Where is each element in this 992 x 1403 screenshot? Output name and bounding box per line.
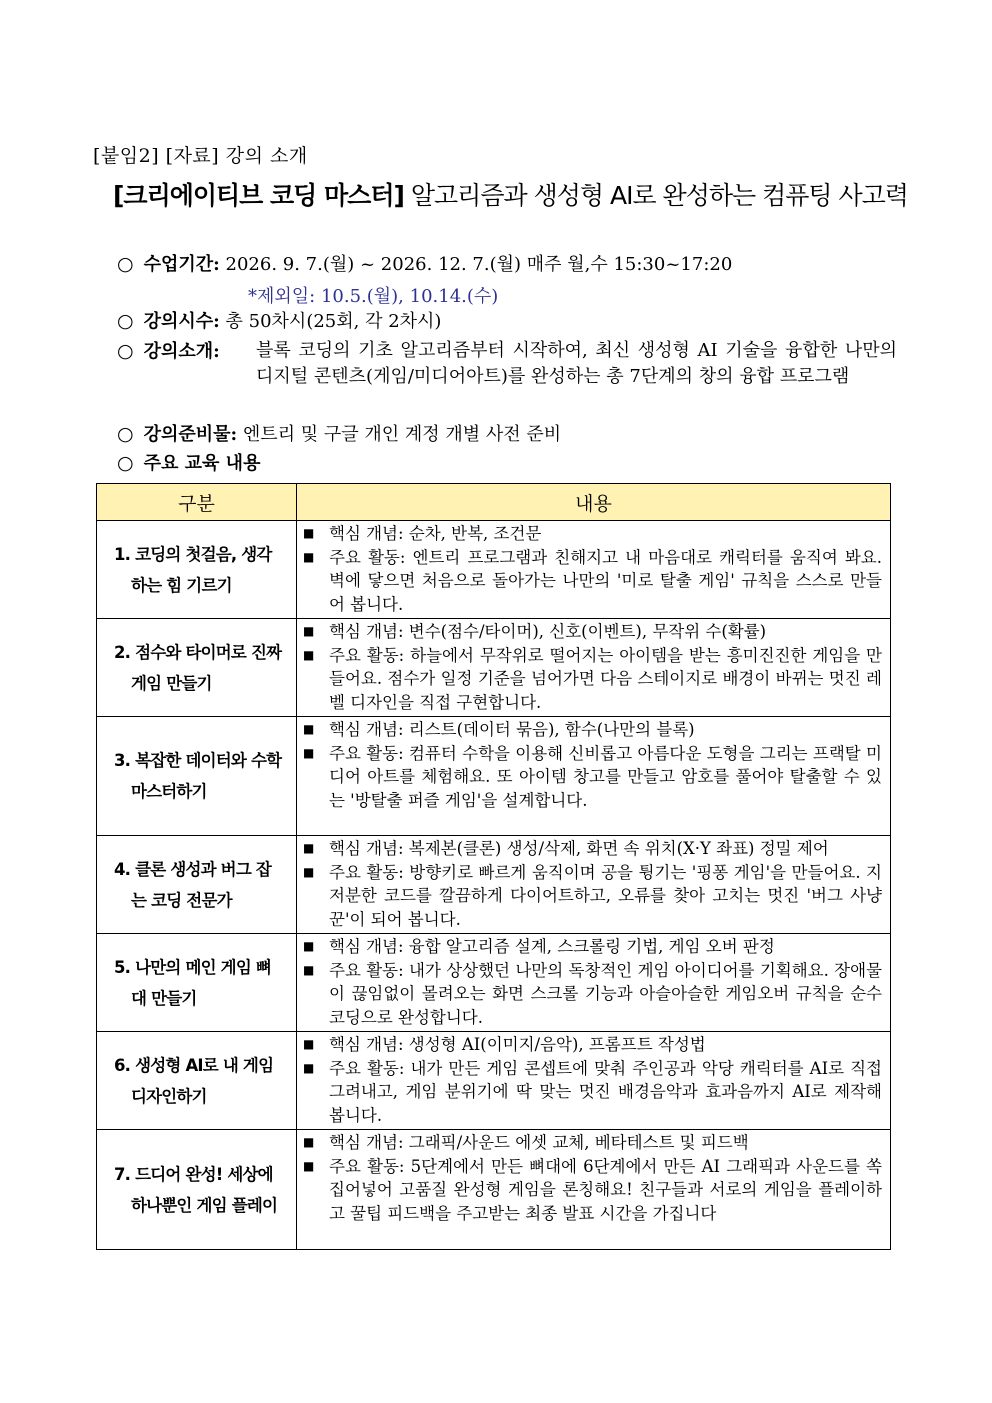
content-label: 주요 교육 내용 bbox=[143, 453, 261, 474]
period-value: 2026. 9. 7.(월) ~ 2026. 12. 7.(월) 매주 월,수 15:30~17:20 bbox=[225, 254, 733, 275]
content-item bbox=[303, 1131, 882, 1155]
content-item-text: 핵심 개념: 복제본(클론) 생성/삭제, 화면 속 위치(X·Y 좌표) 정밀 제어 bbox=[329, 839, 829, 858]
intro-text: 블록 코딩의 기초 알고리즘부터 시작하여, 최신 생성형 AI 기술을 융합한 나만의 디지털 콘텐츠(게임/미디어아트)를 완성하는 총 7단계의 창의 융합 프로그램 bbox=[256, 340, 897, 387]
sessions-line bbox=[117, 309, 441, 334]
table-row bbox=[97, 619, 891, 717]
table-body bbox=[97, 521, 891, 1250]
content-item bbox=[303, 742, 882, 813]
row-category-text: 3. 복잡한 데이터와 수학 마스터하기 bbox=[114, 751, 282, 801]
table-row bbox=[97, 934, 891, 1032]
square-bullet-icon: ■ bbox=[303, 939, 315, 953]
content-item bbox=[303, 718, 882, 742]
content-item-text: 핵심 개념: 그래픽/사운드 에셋 교체, 베타테스트 및 피드백 bbox=[329, 1133, 749, 1152]
content-item bbox=[303, 546, 882, 617]
content-item-text: 핵심 개념: 변수(점수/타이머), 신호(이벤트), 무작위 수(확률) bbox=[329, 622, 767, 641]
excluded-dates: *제외일: 10.5.(월), 10.14.(수) bbox=[248, 286, 499, 307]
row-content bbox=[297, 934, 891, 1032]
square-bullet-icon: ■ bbox=[303, 1037, 315, 1051]
content-item bbox=[303, 959, 882, 1030]
row-category-text: 1. 코딩의 첫걸음, 생각하는 힘 기르기 bbox=[114, 544, 272, 595]
content-item-text: 주요 활동: 내가 만든 게임 콘셉트에 맞춰 주인공과 악당 캐릭터를 AI로 직접 그려내고, 게임 분위기에 딱 맞는 멋진 배경음악과 효과음까지 AI로 제작해 봅니다. bbox=[329, 1058, 882, 1125]
square-bullet-icon: ■ bbox=[303, 526, 315, 540]
content-item-text: 핵심 개념: 융합 알고리즘 설계, 스크롤링 기법, 게임 오버 판정 bbox=[329, 937, 775, 956]
square-bullet-icon: ■ bbox=[303, 745, 315, 760]
content-item-text: 주요 활동: 하늘에서 무작위로 떨어지는 아이템을 받는 흥미진진한 게임을 만들어요. 점수가 일정 기준을 넘어가면 다음 스테이지로 배경이 바뀌는 멋진 레벨 디자인을 직접 구현합니다. bbox=[329, 645, 882, 712]
square-bullet-icon: ■ bbox=[303, 841, 315, 855]
content-item bbox=[303, 935, 882, 959]
square-bullet-icon: ■ bbox=[303, 647, 315, 662]
square-bullet-icon: ■ bbox=[303, 1135, 315, 1149]
period-label: 수업기간: bbox=[143, 254, 220, 275]
curriculum-table bbox=[96, 483, 891, 1250]
table-row bbox=[97, 1130, 891, 1250]
square-bullet-icon: ■ bbox=[303, 864, 315, 879]
square-bullet-icon: ■ bbox=[303, 962, 315, 977]
row-content bbox=[297, 1130, 891, 1250]
row-category bbox=[97, 1130, 297, 1250]
prep-label: 강의준비물: bbox=[143, 424, 238, 445]
sessions-label: 강의시수: bbox=[143, 311, 220, 332]
title-bracket: [크리에이티브 코딩 마스터] bbox=[113, 181, 404, 210]
table-header-row bbox=[97, 484, 891, 521]
square-bullet-icon: ■ bbox=[303, 624, 315, 638]
period-line bbox=[117, 252, 732, 277]
circle-bullet-icon: ○ bbox=[117, 310, 134, 332]
row-category bbox=[97, 717, 297, 836]
intro-block bbox=[117, 338, 897, 387]
content-item bbox=[303, 644, 882, 715]
row-category bbox=[97, 521, 297, 619]
circle-bullet-icon: ○ bbox=[117, 452, 134, 474]
content-item bbox=[303, 1155, 882, 1226]
row-content bbox=[297, 619, 891, 717]
row-category-text: 2. 점수와 타이머로 진짜 게임 만들기 bbox=[114, 642, 282, 693]
header-content: 내용 bbox=[297, 484, 891, 521]
row-content bbox=[297, 836, 891, 934]
circle-bullet-icon: ○ bbox=[117, 253, 134, 275]
row-category-text: 4. 클론 생성과 버그 잡는 코딩 전문가 bbox=[114, 859, 272, 910]
table-row bbox=[97, 717, 891, 836]
row-content bbox=[297, 717, 891, 836]
content-item bbox=[303, 522, 882, 546]
content-item-text: 주요 활동: 5단계에서 만든 뼈대에 6단계에서 만든 AI 그래픽과 사운드를 쏙 집어넣어 고품질 완성형 게임을 론칭해요! 친구들과 서로의 게임을 플레이하고 꿀팁 피드백을 주고받는 최종 발표 시간을 가집니다 bbox=[329, 1156, 882, 1223]
content-item bbox=[303, 1057, 882, 1128]
content-item-text: 핵심 개념: 생성형 AI(이미지/음악), 프롬프트 작성법 bbox=[329, 1035, 706, 1054]
content-item-text: 주요 활동: 컴퓨터 수학을 이용해 신비롭고 아름다운 도형을 그리는 프랙탈 미디어 아트를 체험해요. 또 아이템 창고를 만들고 암호를 풀어야 탈출할 수 있는 '방탈출 퍼즐 게임'을 설계합니다. bbox=[329, 743, 882, 810]
attachment-label: [붙임2] [자료] 강의 소개 bbox=[93, 145, 308, 167]
table-row bbox=[97, 836, 891, 934]
row-category bbox=[97, 1032, 297, 1130]
row-category-text: 6. 생성형 AI로 내 게임 디자인하기 bbox=[114, 1055, 274, 1106]
row-content bbox=[297, 1032, 891, 1130]
row-category bbox=[97, 619, 297, 717]
content-item-text: 주요 활동: 방향키로 빠르게 움직이며 공을 튕기는 '핑퐁 게임'을 만들어요. 지저분한 코드를 깔끔하게 다이어트하고, 오류를 찾아 고치는 멋진 '버그 사냥꾼'이 되어 봅니다. bbox=[329, 862, 882, 929]
content-item-text: 핵심 개념: 순차, 반복, 조건문 bbox=[329, 524, 542, 543]
header-category: 구분 bbox=[97, 484, 297, 521]
prep-line bbox=[117, 422, 561, 447]
document-title bbox=[113, 176, 908, 212]
table-row bbox=[97, 1032, 891, 1130]
circle-bullet-icon: ○ bbox=[117, 340, 134, 362]
sessions-value: 총 50차시(25회, 각 2차시) bbox=[225, 311, 442, 332]
row-category-text: 5. 나만의 메인 게임 뼈대 만들기 bbox=[114, 957, 272, 1008]
content-item bbox=[303, 837, 882, 861]
content-item-text: 핵심 개념: 리스트(데이터 묶음), 함수(나만의 블록) bbox=[329, 720, 695, 739]
table-row bbox=[97, 521, 891, 619]
square-bullet-icon: ■ bbox=[303, 722, 315, 736]
intro-label: 강의소개: bbox=[143, 341, 220, 362]
content-item-text: 주요 활동: 엔트리 프로그램과 친해지고 내 마음대로 캐릭터를 움직여 봐요. 벽에 닿으면 처음으로 돌아가는 나만의 '미로 탈출 게임' 규칙을 스스로 만들어 봅니다. bbox=[329, 547, 882, 614]
row-content bbox=[297, 521, 891, 619]
square-bullet-icon: ■ bbox=[303, 1158, 315, 1173]
title-subject: 알고리즘과 생성형 AI로 완성하는 컴퓨팅 사고력 bbox=[410, 181, 908, 210]
circle-bullet-icon: ○ bbox=[117, 423, 134, 445]
row-category bbox=[97, 836, 297, 934]
square-bullet-icon: ■ bbox=[303, 1060, 315, 1075]
content-item bbox=[303, 620, 882, 644]
row-category bbox=[97, 934, 297, 1032]
content-item bbox=[303, 1033, 882, 1057]
prep-value: 엔트리 및 구글 개인 계정 개별 사전 준비 bbox=[242, 424, 562, 445]
content-heading bbox=[117, 451, 260, 476]
square-bullet-icon: ■ bbox=[303, 549, 315, 564]
row-category-text: 7. 드디어 완성! 세상에 하나뿐인 게임 플레이 bbox=[114, 1164, 278, 1215]
content-item-text: 주요 활동: 내가 상상했던 나만의 독창적인 게임 아이디어를 기획해요. 장애물이 끊임없이 몰려오는 화면 스크롤 기능과 아슬아슬한 게임오버 규칙을 순수 코딩으로 완성합니다. bbox=[329, 960, 882, 1027]
content-item bbox=[303, 861, 882, 932]
